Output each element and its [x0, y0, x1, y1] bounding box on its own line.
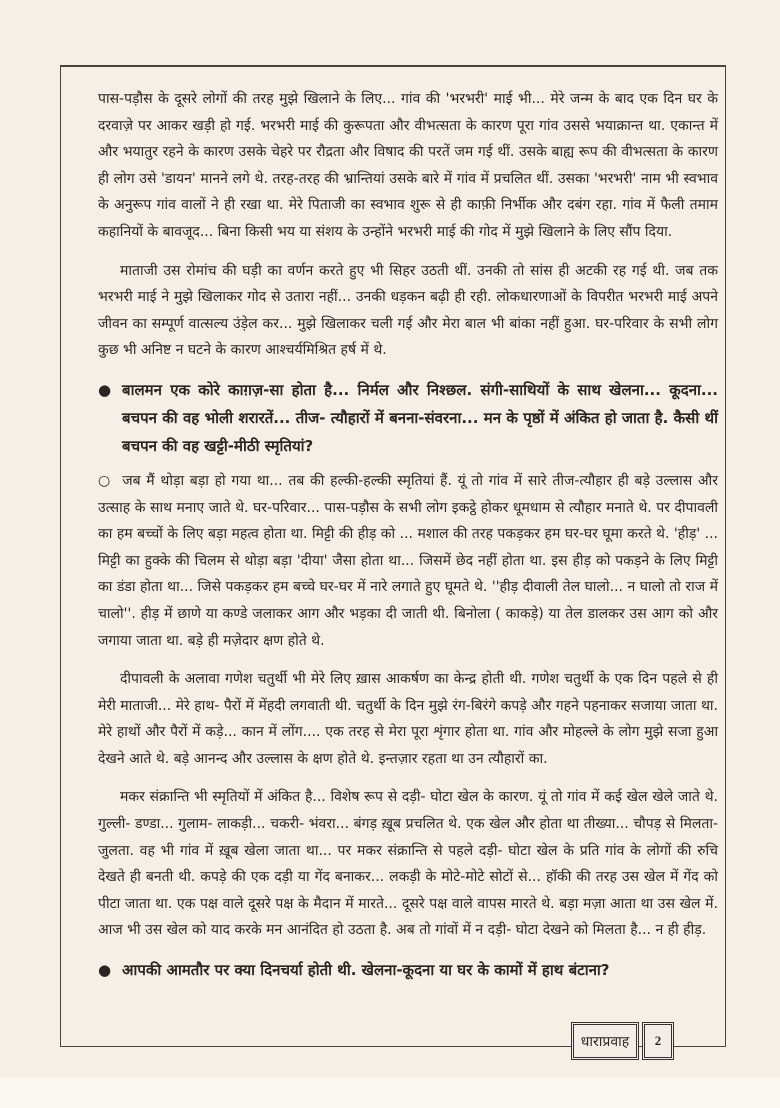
footer-badge: [571, 1022, 674, 1060]
article-body: [98, 86, 718, 992]
bullet-icon: ●: [98, 380, 112, 399]
bullet-icon: ●: [98, 961, 112, 980]
paragraph: माताजी उस रोमांच की घड़ी का वर्णन करते हुए भी सिहर उठती थीं. उनकी तो सांस ही अटकी रह गई थी. जब तक भरभरी माई ने मुझे खिलाकर गोद से उतारा नहीं... उनकी धड़कन बढ़ी ही रही. लोकधारणाओं के विपरीत भरभरी माई अपने जीवन का सम्पूर्ण वात्सल्य उंड़ेल कर... मुझे खिलाकर चली गई और मेरा बाल भी बांका नहीं हुआ. घर-परिवार के सभी लोग कुछ भी अनिष्ट न घटने के कारण आश्चर्यमिश्रित हर्ष में थे.: [98, 262, 718, 359]
question-text: बालमन एक कोरे काग़ज़-सा होता है... निर्मल और निश्छल. संगी-साथियों के साथ खेलना... कूदना... बचपन की वह भोली शरारतें... तीज- त्यौहारों में बनना-संवरना... मन के पृष्ठों में अंकित हो जाता है. कैसी थीं बचपन की वह खट्टी-मीठी स्मृतियां?: [122, 380, 718, 455]
interview-question: [98, 956, 718, 984]
paragraph: मकर संक्रान्ति भी स्मृतियों में अंकित है... विशेष रूप से दड़ी- घोटा खेल के कारण. यूं तो गांव में कई खेल खेले जाते थे. गुल्ली- डण्डा... गुलाम- लाकड़ी... चकरी- भंवरा... बंगड़ ख़ूब प्रचलित थे. एक खेल और होता था तीख्या... चौपड़ से मिलता- जुलता. वह भी गांव में ख़ूब खेला जाता था... पर मकर संक्रान्ति से पहले दड़ी- घोटा खेल के प्रति गांव के लोगों की रुचि देखते ही बनती थी. कपड़े की एक दड़ी या गेंद बनाकर... लकड़ी के मोटे-मोटे सोटों से... हॉकी की तरह उस खेल में गेंद को पीटा जाता था. एक पक्ष वाले दूसरे पक्ष के मैदान में मारते... दूसरे पक्ष वाले वापस मारते थे. बड़ा मज़ा आता था उस खेल में. आज भी उस खेल को याद करके मन आनंदित हो उठता है. अब तो गांवों में न दड़ी- घोटा देखने को मिलता है... न ही हीड़.: [98, 789, 718, 939]
page-number: 2: [642, 1022, 674, 1060]
answer-circle-icon: ○: [98, 472, 111, 489]
paragraph: दीपावली के अलावा गणेश चतुर्थी भी मेरे लिए ख़ास आकर्षण का केन्द्र होती थी. गणेश चतुर्थी के एक दिन पहले से ही मेरी माताजी... मेरे हाथ- पैरों में मेंहदी लगवाती थी. चतुर्थी के दिन मुझे रंग-बिरंगे कपड़े और गहने पहनाकर सजाया जाता था. मेरे हाथों और पैरों में कड़े... कान में लोंग.... एक तरह से मेरा पूरा शृंगार होता था. गांव और मोहल्ले के लोग मुझे सजा हुआ देखने आते थे. बड़े आनन्द और उल्लास के क्षण होते थे. इन्तज़ार रहता था उन त्यौहारों का.: [98, 671, 718, 767]
paragraph: पास-पड़ौस के दूसरे लोगों की तरह मुझे खिलाने के लिए... गांव की 'भरभरी' माई भी... मेरे जन्म के बाद एक दिन घर के दरवाज़े पर आकर खड़ी हो गई. भरभरी माई की कुरूपता और वीभत्सता के कारण पूरा गांव उससे भयाक्रान्त था. एकान्त में और भयातुर रहने के कारण उसके चेहरे पर रौद्रता और विषाद की परतें जम गई थीं. उसके बाह्य रूप की वीभत्सता के कारण ही लोग उसे 'डायन' मानने लगे थे. तरह-तरह की भ्रान्तियां उसके बारे में गांव में प्रचलित थीं. उसका 'भरभरी' नाम भी स्वभाव के अनुरूप गांव वालों ने ही रखा था. मेरे पिताजी का स्वभाव शुरू से ही काफ़ी निर्भीक और दबंग रहा. गांव में फैली तमाम कहानियों के बावजूद... बिना किसी भय या संशय के उन्होंने भरभरी माई की गोद में मुझे खिलाने के लिए सौंप दिया.: [98, 91, 718, 240]
interview-question: [98, 376, 718, 460]
question-text: आपकी आमतौर पर क्या दिनचर्या होती थी. खेलना-कूदना या घर के कामों में हाथ बंटाना?: [122, 961, 610, 980]
publication-name: धाराप्रवाह: [571, 1022, 639, 1060]
interview-answer: [98, 468, 718, 654]
answer-text: जब मैं थोड़ा बड़ा हो गया था... तब की हल्की-हल्की स्मृतियां हैं. यूं तो गांव में सारे तीज-त्यौहार ही बड़े उल्लास और उत्साह के साथ मनाए जाते थे. घर-परिवार... पास-पड़ौस के सभी लोग इकट्ठे होकर धूमधाम से त्यौहार मनाते थे. पर दीपावली का हम बच्चों के लिए बड़ा महत्व होता था. मिट्टी की हीड़ को ... मशाल की तरह पकड़कर हम घर-घर घूमा करते थे. 'हीड़' ... मिट्टी का हुक्के की चिलम से थोड़ा बड़ा 'दीया' जैसा होता था... जिसमें छेद नहीं होता था. इस हीड़ को पकड़ने के लिए मिट्टी का डंडा होता था... जिसे पकड़कर हम बच्चे घर-घर में नारे लगाते हुए घूमते थे. ''हीड़ दीवाली तेल घालो... न घालो तो राज में चालो''. हीड़ में छाणे या कण्डे जलाकर आग और भड़का दी जाती थी. बिनोला ( काकड़े) या तेल डालकर उस आग को और जगाया जाता था. बड़े ही मज़ेदार क्षण होते थे.: [98, 472, 718, 649]
